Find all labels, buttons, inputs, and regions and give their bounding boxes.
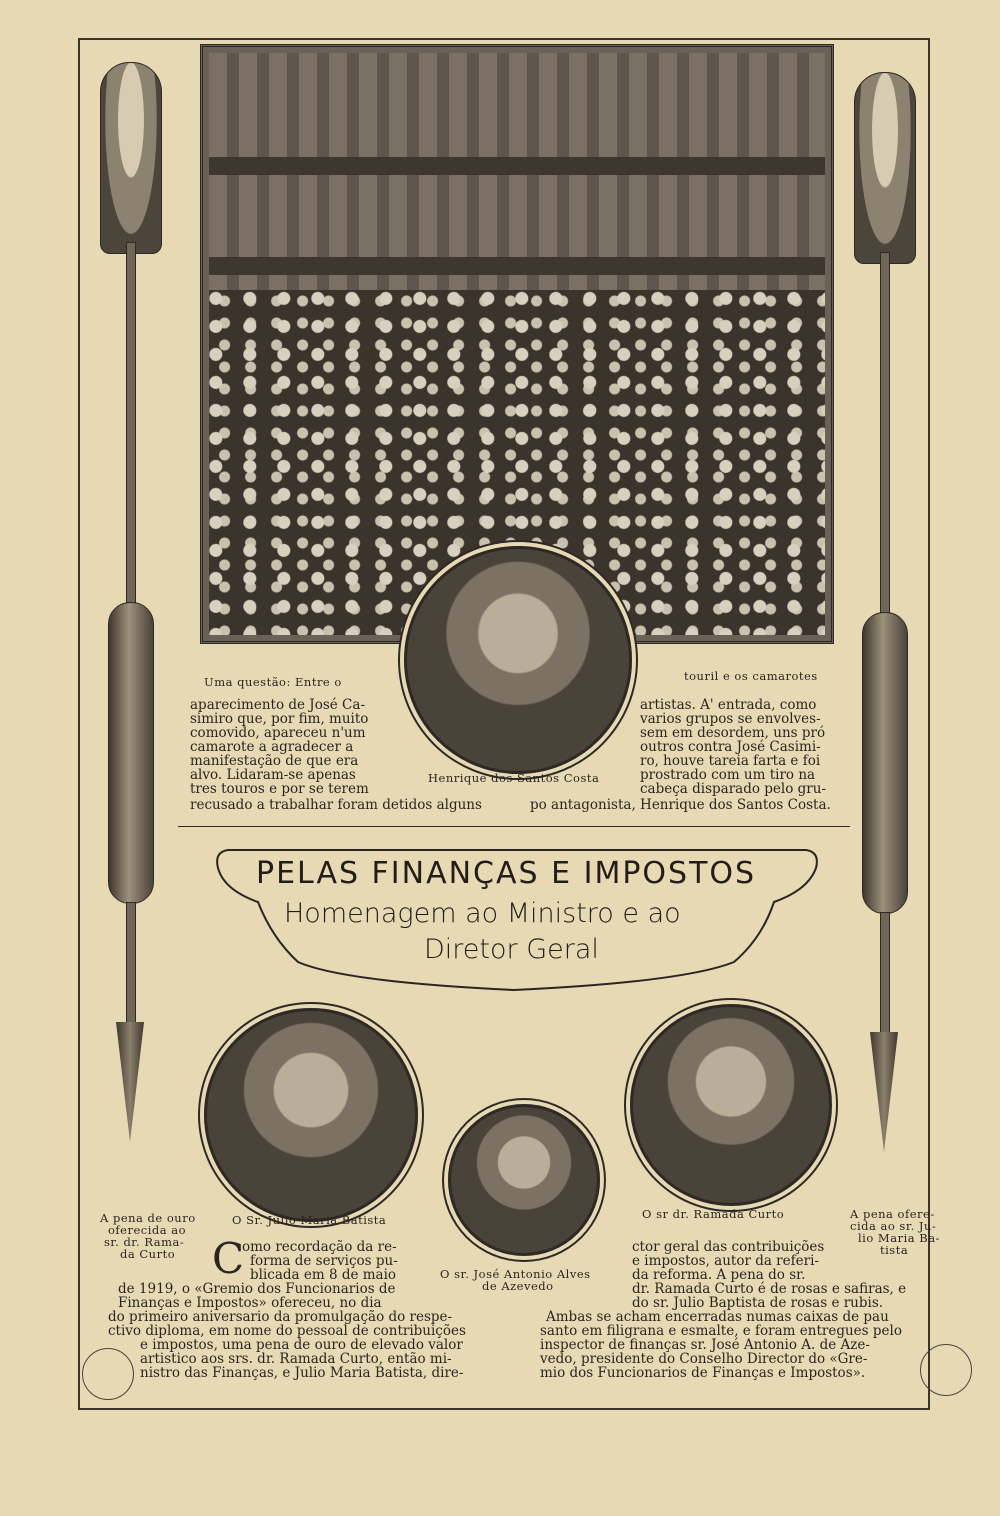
pen-nib-icon	[116, 1022, 144, 1142]
caption-line: A pena de ouro	[100, 1211, 196, 1225]
caption-curto: O sr dr. Ramada Curto	[642, 1207, 785, 1221]
caption-line: tista	[880, 1243, 909, 1257]
text-line: comovido, apareceu n'um	[190, 725, 366, 741]
caption-line: oferecida ao	[108, 1223, 187, 1237]
caption-azevedo-2: de Azevedo	[482, 1279, 554, 1293]
caption-line: sr. dr. Rama-	[104, 1235, 185, 1249]
text-line: blicada em 8 de maio	[250, 1267, 397, 1283]
headline-subtitle-2: Diretor Geral	[424, 934, 599, 965]
text-line: camarote a agradecer a	[190, 739, 354, 755]
text-line: alvo. Lidaram-se apenas	[190, 767, 356, 783]
text-line: ctivo diploma, em nome do pessoal de contribuições	[108, 1323, 466, 1339]
caption-line: da Curto	[120, 1247, 176, 1261]
text-line: mio dos Funcionarios de Finanças e Impostos».	[540, 1365, 866, 1381]
text-line: e impostos, uma pena de ouro de elevado valor	[140, 1337, 463, 1353]
text-line: ctor geral das contribuições	[632, 1239, 825, 1255]
ornamental-pen-right	[846, 72, 922, 1162]
text-line: artistico aos srs. dr. Ramada Curto, então mi-	[140, 1351, 452, 1367]
text-line: po antagonista, Henrique dos Santos Costa.	[530, 797, 831, 813]
headline-banner	[214, 842, 820, 992]
caption-line: A pena ofere-	[850, 1207, 935, 1221]
sphinx-finial-icon	[100, 62, 162, 254]
text-line: dr. Ramada Curto é de rosas e safiras, e	[632, 1281, 907, 1297]
text-line: inspector de finanças sr. José Antonio A. de Aze-	[540, 1337, 870, 1353]
portrait-ramada-curto	[630, 1004, 832, 1206]
text-line: tres touros e por se terem	[190, 781, 369, 797]
eagle-finial-icon	[854, 72, 916, 264]
caption-batista: O Sr. Julio Maria Batista	[232, 1213, 387, 1227]
caption-azevedo: O sr. José Antonio Alves	[440, 1267, 591, 1281]
text-line: simiro que, por fim, muito	[190, 711, 369, 727]
text-line: de 1919, o «Gremio dos Funcionarios de	[118, 1281, 396, 1297]
text-line: vedo, presidente do Conselho Director do «Gre-	[540, 1351, 868, 1367]
portrait-caption-costa: Henrique dos Santos Costa	[428, 771, 600, 785]
drop-cap: C	[212, 1234, 245, 1283]
pen-grip	[862, 612, 908, 914]
corner-ornament-icon	[920, 1344, 972, 1396]
text-line: recusado a trabalhar foram detidos alguns	[190, 797, 482, 813]
text-line: do sr. Julio Baptista de rosas e rubis.	[632, 1295, 884, 1311]
text-line: ro, houve tareia farta e foi	[640, 753, 821, 769]
text-line: sem em desordem, uns pró	[640, 725, 826, 741]
section-divider	[178, 826, 850, 827]
portrait-jose-antonio-azevedo	[448, 1104, 600, 1256]
portrait-julio-maria-batista	[204, 1008, 418, 1222]
text-line: cabeça disparado pelo gru-	[640, 781, 827, 797]
headline-subtitle: Homenagem ao Ministro e ao	[284, 898, 681, 929]
text-line: prostrado com um tiro na	[640, 767, 816, 783]
headline-title: PELAS FINANÇAS E IMPOSTOS	[256, 856, 757, 891]
caption-line: cida ao sr. Ju-	[850, 1219, 937, 1233]
ornamental-pen-left	[92, 62, 168, 1172]
text-line: artistas. A' entrada, como	[640, 697, 817, 713]
text-line: do primeiro aniversario da promulgação do respe-	[108, 1309, 453, 1325]
photo-caption-tail: touril e os camarotes	[684, 669, 818, 683]
pen-grip	[108, 602, 154, 904]
text-line: aparecimento de José Ca-	[190, 697, 365, 713]
text-line: outros contra José Casimi-	[640, 739, 821, 755]
text-line: manifestação de que era	[190, 753, 359, 769]
text-line: Finanças e Impostos» ofereceu, no dia	[118, 1295, 382, 1311]
photo-caption-lead: Uma questão: Entre o	[204, 675, 342, 689]
text-line: varios grupos se envolves-	[640, 711, 821, 727]
pen-nib-icon	[870, 1032, 898, 1152]
text-line: santo em filigrana e esmalte, e foram entregues pelo	[540, 1323, 902, 1339]
text-line: Ambas se acham encerradas numas caixas de pau	[546, 1309, 889, 1325]
text-line: nistro das Finanças, e Julio Maria Batista, dire-	[140, 1365, 464, 1381]
text-line: omo recordação da re-	[242, 1239, 397, 1255]
caption-line: lio Maria Ba-	[858, 1231, 940, 1245]
text-line: e impostos, autor da referi-	[632, 1253, 819, 1269]
text-line: forma de serviços pu-	[250, 1253, 398, 1269]
portrait-henrique-santos-costa	[404, 546, 632, 774]
text-line: da reforma. A pena do sr.	[632, 1267, 806, 1283]
corner-ornament-icon	[82, 1348, 134, 1400]
